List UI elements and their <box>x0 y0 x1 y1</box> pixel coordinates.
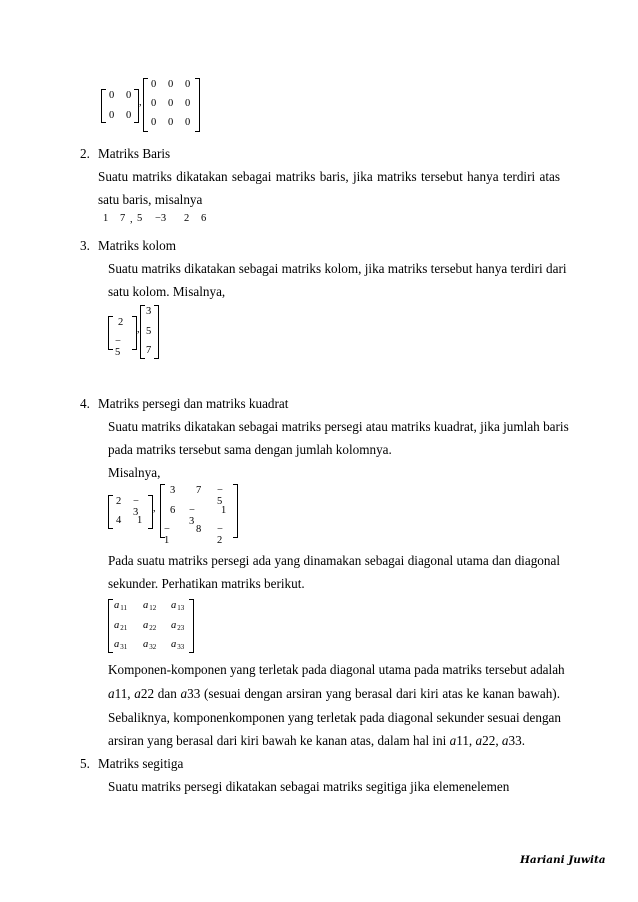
matrix-entry: − 2 <box>217 524 223 546</box>
matrix-entry: 8 <box>196 524 202 535</box>
matrix-entry: − 3 <box>133 496 139 518</box>
matrix-entry: 1 <box>221 505 227 516</box>
matrix-entry: $a_{32}$ <box>143 639 157 651</box>
matrix-entry: $a_{33}$ <box>171 639 185 651</box>
matrix-entry: 0 <box>168 79 174 90</box>
paragraph-line: a11, a22 dan a33 (sesuai dengan arsiran yang berasal dari kiri atas ke kanan bawah). <box>108 686 560 701</box>
left-bracket <box>140 305 145 359</box>
matrix-entry: 0 <box>109 90 115 101</box>
matrix-entry: 2 <box>184 213 190 224</box>
matrix-entry: 3 <box>170 485 176 496</box>
matrix-entry: 6 <box>170 505 176 516</box>
matrix-entry: $a_{13}$ <box>171 600 185 612</box>
matrix-entry: 0 <box>151 79 157 90</box>
matrix-entry: 0 <box>151 117 157 128</box>
footer-signature: Hariani Juwita <box>520 854 606 866</box>
matrix-entry: 1 <box>137 515 143 526</box>
matrix-entry: 2 <box>118 317 124 328</box>
matrix-entry: 4 <box>116 515 122 526</box>
right-bracket <box>233 484 238 538</box>
section-title: Matriks persegi dan matriks kuadrat <box>98 396 289 411</box>
matrix-entry: 0 <box>151 98 157 109</box>
matrix-entry: $a_{11}$ <box>114 600 127 612</box>
list-number: 5. <box>80 756 90 771</box>
separator: , <box>137 324 140 335</box>
matrix-entry: 1 <box>103 213 109 224</box>
section-title: Matriks kolom <box>98 238 177 253</box>
section-title: Matriks Baris <box>98 146 171 161</box>
matrix-entry: $a_{23}$ <box>171 620 185 632</box>
matrix-entry: 6 <box>201 213 207 224</box>
list-number: 2. <box>80 146 90 161</box>
matrix-entry: 0 <box>109 110 115 121</box>
matrix-entry: 0 <box>126 110 132 121</box>
matrix-entry: − 3 <box>189 505 195 527</box>
paragraph-line: Suatu matriks dikatakan sebagai matriks kolom, jika matriks tersebut hanya terdiri dari <box>108 261 567 276</box>
matrix-entry: 7 <box>120 213 126 224</box>
list-number: 3. <box>80 238 90 253</box>
paragraph-line: satu kolom. Misalnya, <box>108 284 226 299</box>
matrix-entry: 0 <box>168 98 174 109</box>
paragraph-line: satu baris, misalnya <box>98 192 203 207</box>
paragraph-line: Pada suatu matriks persegi ada yang dinamakan sebagai diagonal utama dan diagonal <box>108 553 560 568</box>
matrix-entry: 0 <box>126 90 132 101</box>
right-bracket <box>195 78 200 132</box>
left-bracket <box>108 495 113 529</box>
paragraph-line: arsiran yang berasal dari kiri bawah ke kanan atas, dalam hal ini a11, a22, a33. <box>108 733 525 748</box>
matrix-entry: −3 <box>155 213 167 224</box>
matrix-entry: $a_{22}$ <box>143 620 157 632</box>
matrix-entry: 7 <box>146 345 152 356</box>
paragraph-line: Suatu matriks dikatakan sebagai matriks persegi atau matriks kuadrat, jika jumlah baris <box>108 419 569 434</box>
paragraph-line: Suatu matriks dikatakan sebagai matriks baris, jika matriks tersebut hanya terdiri atas <box>98 169 560 184</box>
right-bracket <box>189 599 194 653</box>
paragraph-line: Suatu matriks persegi dikatakan sebagai matriks segitiga jika elemenelemen <box>108 779 510 794</box>
matrix-entry: 0 <box>185 98 191 109</box>
matrix-entry: 7 <box>196 485 202 496</box>
matrix-entry: − 5 <box>217 485 223 507</box>
section-title: Matriks segitiga <box>98 756 184 771</box>
matrix-entry: 2 <box>116 496 122 507</box>
matrix-entry: 0 <box>185 117 191 128</box>
right-bracket <box>154 305 159 359</box>
separator: , <box>139 97 142 108</box>
list-number: 4. <box>80 396 90 411</box>
matrix-entry: 0 <box>168 117 174 128</box>
matrix-entry: 3 <box>146 306 152 317</box>
matrix-entry: 5 <box>137 213 143 224</box>
paragraph-line: pada matriks tersebut sama dengan jumlah kolomnya. <box>108 442 392 457</box>
left-bracket <box>101 89 106 123</box>
left-bracket <box>108 316 113 350</box>
separator: , <box>153 503 156 514</box>
paragraph-line: sekunder. Perhatikan matriks berikut. <box>108 576 305 591</box>
paragraph-line: Sebaliknya, komponenkomponen yang terletak pada diagonal sekunder sesuai dengan <box>108 710 562 725</box>
matrix-entry: $a_{21}$ <box>114 620 128 632</box>
paragraph-line: Misalnya, <box>108 465 161 480</box>
paragraph-line: Komponen-komponen yang terletak pada diagonal utama pada matriks tersebut adalah <box>108 662 565 677</box>
matrix-entry: $a_{31}$ <box>114 639 128 651</box>
left-bracket <box>143 78 148 132</box>
matrix-entry: − 5 <box>115 336 121 358</box>
matrix-entry: $a_{12}$ <box>143 600 157 612</box>
matrix-entry: − 1 <box>164 524 170 546</box>
separator: , <box>130 214 133 225</box>
matrix-entry: 5 <box>146 326 152 337</box>
matrix-entry: 0 <box>185 79 191 90</box>
left-bracket <box>108 599 113 653</box>
